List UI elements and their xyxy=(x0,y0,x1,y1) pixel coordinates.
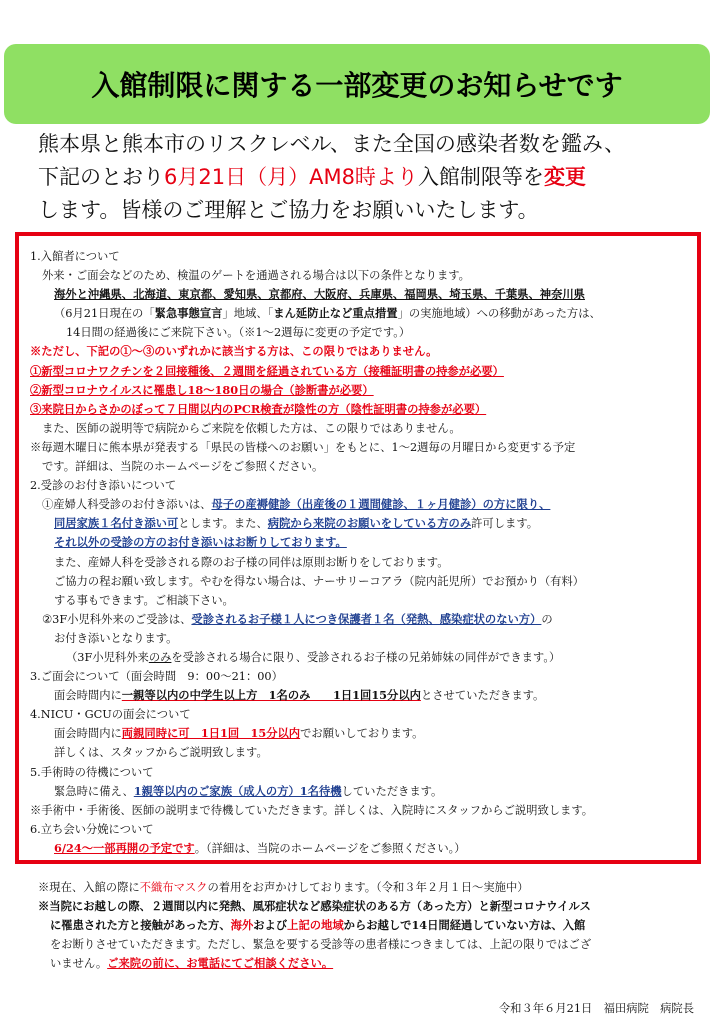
notice-body xyxy=(30,247,698,858)
region-list: 海外と沖縄県、北海道、東京都、愛知県、京都府、大阪府、兵庫県、福岡県、埼玉県、千葉県、神奈川県 xyxy=(54,287,585,302)
only-word: のみ xyxy=(148,650,172,664)
text-fragment: でお願いしております。 xyxy=(300,727,424,741)
text-fragment: とします。また、 xyxy=(178,517,268,531)
regions-label: 上記の地域 xyxy=(287,918,344,933)
section-4-line: 詳しくは、スタッフからご説明致します。 xyxy=(54,746,268,760)
title-banner xyxy=(4,44,710,124)
section-1-line: ※毎週木曜日に熊本県が発表する「県民の皆様へのお願い」をもとに、1〜2週毎の月曜日から変更する予定 xyxy=(30,440,576,454)
text-fragment: を受診される場合に限り、受診されるお子様の兄弟姉妹の同伴ができます。） xyxy=(171,650,561,664)
text-fragment: ②3F小児科外来のご受診は、 xyxy=(42,612,192,626)
section-1-line: また、医師の説明等で病院からご来院を依頼した方は、この限りではありません。 xyxy=(42,421,461,435)
exception-3: ③来院日からさかのぼって７日間以内のPCR検査が陰性の方（陰性証明書の持参が必要） xyxy=(30,401,487,416)
section-1-line: です。詳細は、当院のホームページをご参照ください。 xyxy=(42,460,324,474)
other-escort-refused: それ以外の受診の方のお付き添いはお断りしております。 xyxy=(54,535,347,550)
priority-measures-label: まん延防止など重点措置 xyxy=(273,306,398,321)
section-2-line: する事もできます。ご相談下さい。 xyxy=(54,593,234,607)
hospital-request-condition: 病院から来院のお願いをしている方のみ xyxy=(267,516,472,531)
intro-line-3: します。皆様のご理解とご協力をお願いいたします。 xyxy=(38,198,539,222)
section-2-line: また、産婦人科を受診される際のお子様の同伴は原則お断りをしております。 xyxy=(54,555,449,569)
text-fragment: いません。 xyxy=(50,957,108,971)
text-fragment: ※現在、入館の際に xyxy=(38,881,140,894)
intro-text-c: 入館制限等を xyxy=(417,165,544,189)
section-4-line xyxy=(30,724,698,743)
visit-condition: 一親等以内の中学生以上方 1名のみ 1日1回15分以内 xyxy=(121,688,421,703)
birth-attendance-resume: 6/24〜一部再開の予定です xyxy=(54,840,195,855)
overseas-label: 海外 xyxy=(230,918,254,933)
effective-date: 6月21日（月）AM8時より xyxy=(164,165,418,189)
text-fragment: 」の実施地域）への移動があった方は、 xyxy=(397,307,601,321)
footer-line: をお断りさせていただきます。ただし、緊急を要する受診等の患者様につきましては、上記の限りではござ xyxy=(50,938,592,952)
exception-note: ※ただし、下記の①〜③のいずれかに該当する方は、この限りではありません。 xyxy=(30,344,438,359)
intro-text xyxy=(38,128,714,227)
exception-2: ②新型コロナウイルスに罹患し18〜180日の場合（診断書が必要） xyxy=(30,382,374,397)
intro-line-1: 熊本県と熊本市のリスクレベル、また全国の感染者数を鑑み、 xyxy=(38,132,626,156)
text-fragment: からお越しで14日間経過していない方は、入館 xyxy=(343,918,586,933)
text-fragment: の xyxy=(541,612,553,626)
text-fragment: していただきます。 xyxy=(341,784,443,798)
intro-text-a: 下記のとおり xyxy=(38,165,164,189)
text-fragment: 」地域、「 xyxy=(222,307,274,321)
section-4-heading: 4.NICU・GCUの面会について xyxy=(30,708,191,722)
text-fragment: （3F小児科外来 xyxy=(66,650,149,664)
section-1-line: 外来・ご面会などのため、検温のゲートを通過される場合は以下の条件となります。 xyxy=(42,269,470,283)
mask-label: 不織布マスク xyxy=(139,881,208,894)
text-fragment: に罹患された方と接触があった方、 xyxy=(50,918,231,933)
text-fragment: 面会時間内に xyxy=(54,727,122,741)
emergency-label: 緊急事態宣言 xyxy=(154,306,223,321)
section-5-heading: 5.手術時の待機について xyxy=(30,765,154,779)
family-escort-allowed: 同居家族１名付き添い可 xyxy=(54,516,179,531)
section-2-heading: 2.受診のお付き添いについて xyxy=(30,479,177,493)
page-title: 入館制限に関する一部変更のお知らせです xyxy=(91,69,623,102)
text-fragment: 緊急時に備え、 xyxy=(54,784,134,798)
footer-line xyxy=(38,954,710,973)
surgery-wait-condition: 1親等以内のご家族（成人の方）1名待機 xyxy=(133,783,342,798)
section-6-line xyxy=(30,839,698,858)
section-3-heading: 3.ご面会について（面会時間 9：00〜21：00） xyxy=(30,670,283,684)
section-5-line xyxy=(30,782,698,801)
section-2-line xyxy=(30,495,698,514)
section-2-line xyxy=(30,610,698,629)
text-fragment: の着用をお声かけしております。（令和３年２月１日〜実施中） xyxy=(207,881,529,894)
section-2-line xyxy=(30,514,698,533)
section-2-line xyxy=(30,648,698,667)
signature-line: 令和３年６月21日 福田病院 病院長 xyxy=(498,1002,694,1015)
text-fragment: および xyxy=(253,918,288,933)
text-fragment: 。（詳細は、当院のホームページをご参照ください。） xyxy=(194,841,466,855)
section-1-heading: 1.入館者について xyxy=(30,250,120,263)
intro-line-2 xyxy=(38,161,714,194)
call-before-visit: ご来院の前に、お電話にてご相談ください。 xyxy=(107,956,334,971)
section-3-line xyxy=(30,686,698,705)
postnatal-checkup-condition: 母子の産褥健診（出産後の１週間健診、１ヶ月健診）の方に限り、 xyxy=(211,497,551,512)
footer-line xyxy=(38,878,710,897)
section-2-line: ご協力の程お願い致します。やむを得ない場合は、ナーサリーコアラ（院内託児所）でお預かり（有料） xyxy=(54,574,585,588)
text-fragment: とさせていただきます。 xyxy=(420,689,545,703)
section-2-line: お付き添いとなります。 xyxy=(54,631,178,645)
text-fragment: 面会時間内に xyxy=(54,689,122,703)
text-fragment: （6月21日現在の「 xyxy=(54,307,155,321)
nicu-visit-condition: 両親同時に可 1日1回 15分以内 xyxy=(121,726,301,741)
footer-line xyxy=(38,916,710,935)
text-fragment: 許可します。 xyxy=(471,517,539,531)
section-1-line: 14日間の経過後にご来院下さい。（※1〜2週毎に変更の予定です。） xyxy=(66,326,411,340)
text-fragment: ①産婦人科受診のお付き添いは、 xyxy=(42,498,212,512)
footer-notes xyxy=(38,878,710,973)
section-1-line xyxy=(30,304,698,323)
pediatric-guardian-condition: 受診されるお子様１人につき保護者１名（発熱、感染症状のない方） xyxy=(191,611,542,626)
section-6-heading: 6.立ち会い分娩について xyxy=(30,822,154,836)
change-word: 変更 xyxy=(543,165,586,189)
exception-1: ①新型コロナワクチンを２回接種後、２週間を経過されている方（接種証明書の持参が必要） xyxy=(30,363,504,378)
section-5-line: ※手術中・手術後、医師の説明まで待機していただきます。詳しくは、入院時にスタッフからご説明致します。 xyxy=(30,803,594,817)
footer-line: ※当院にお越しの際、２週間以内に発熱、風邪症状など感染症状のある方（あった方）と新型コロナウイルス xyxy=(38,899,591,914)
